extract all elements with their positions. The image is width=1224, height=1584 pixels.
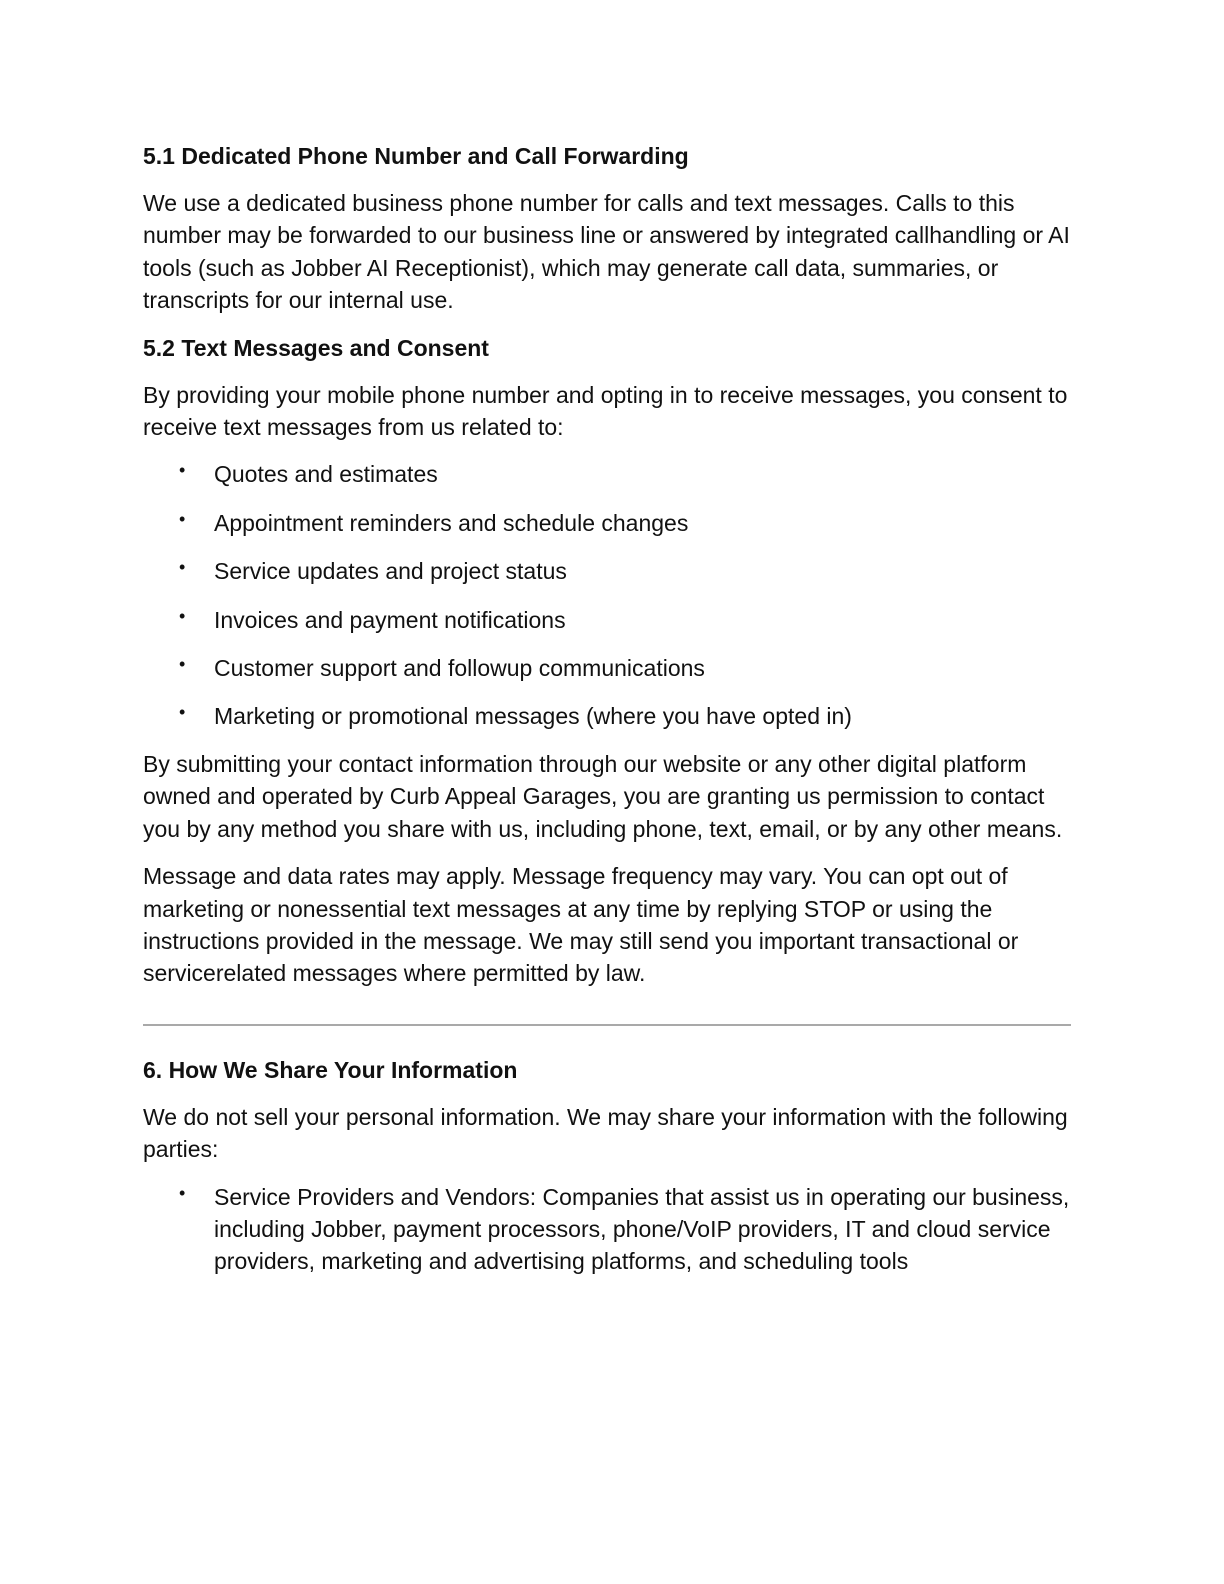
list-item-text: Service updates and project status [214, 558, 567, 585]
document-page [143, 140, 1073, 1294]
list-item-text: Quotes and estimates [214, 461, 438, 488]
section-divider [143, 1024, 1071, 1026]
list-item-text: Service Providers and Vendors: Companies that assist us in operating our business, including Jobber, payment processors, phone/VoIP providers, IT and cloud service providers, marketing and advertising platforms, and scheduling tools [214, 1183, 1070, 1275]
bullet-icon: • [179, 702, 186, 723]
bullet-icon: • [179, 557, 186, 578]
list-item [143, 700, 1073, 732]
bullet-icon: • [179, 605, 186, 626]
list-item-text: Invoices and payment notifications [214, 606, 566, 633]
list-item [143, 555, 1073, 587]
list-item [143, 507, 1073, 539]
section-5-2-paragraph-contact-permission: By submitting your contact information through our website or any other digital platform owned and operated by Curb Appeal Garages, you are granting us permission to contact you by any method you share with us, including phone, text, email, or by any other means. [143, 750, 1063, 842]
bullet-icon: • [179, 654, 186, 675]
section-5-2-paragraph-rates-opt-out: Message and data rates may apply. Message frequency may vary. You can opt out of marketing or nonessential text messages at any time by replying STOP or using the instructions provided in the message. We may still send you important transactional or servicerelated messages where permitted by law. [143, 863, 1019, 987]
section-5-2-intro: By providing your mobile phone number and opting in to receive messages, you consent to receive text messages from us related to: [143, 381, 1068, 441]
sharing-parties-list [143, 1181, 1073, 1278]
section-6-intro: We do not sell your personal information. We may share your information with the following parties: [143, 1103, 1068, 1163]
list-item-text: Appointment reminders and schedule changes [214, 509, 689, 536]
bullet-icon: • [179, 1182, 186, 1203]
list-item [143, 604, 1073, 636]
consent-topics-list [143, 458, 1073, 732]
section-5-1-paragraph: We use a dedicated business phone number for calls and text messages. Calls to this number may be forwarded to our business line or answered by integrated callhandling or AI tools (such as Jobber AI Receptionist), which may generate call data, summaries, or transcripts for our internal use. [143, 190, 1070, 314]
bullet-icon: • [179, 460, 186, 481]
section-5-1-heading: 5.1 Dedicated Phone Number and Call Forwarding [143, 143, 689, 169]
list-item-text: Customer support and followup communications [214, 655, 705, 682]
section-6-heading: 6. How We Share Your Information [143, 1056, 518, 1083]
list-item [143, 1181, 1073, 1278]
section-5-2-heading: 5.2 Text Messages and Consent [143, 334, 489, 361]
list-item [143, 458, 1073, 490]
bullet-icon: • [179, 508, 186, 529]
list-item-text: Marketing or promotional messages (where you have opted in) [214, 703, 852, 730]
list-item [143, 652, 1073, 684]
